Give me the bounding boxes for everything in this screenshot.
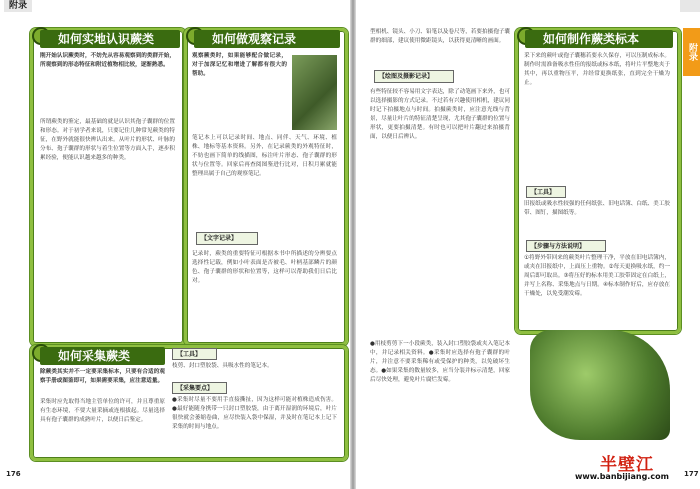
right-col1-text: 型相机、镜头、小刀、铅笔以及卷尺等，若要拍摄孢子囊群的细部，建议使用微距镜头，以获得更清晰的画面。 — [370, 29, 510, 44]
collect-notes-head: 【采集要点】 — [172, 382, 227, 394]
panel-identify-title: 如何实地认识蕨类 — [40, 30, 180, 48]
fern-photo — [292, 55, 337, 130]
collect-notes-text: ●采集时尽量不要用手直接撕扯，因为这样可能对植株造成伤害。●最好能随身携带一只封口塑胶袋，由于离开湿润的环境后，叶片很快就会萎缩卷曲，应尽快装入袋中保湿，并及时在笔记本上记下采集的时间与地点。 — [172, 397, 337, 430]
specimen-tools-head: 【工具】 — [526, 186, 566, 198]
right-col1-text2: 有些特征较不容易用文字表达，除了动笔画下来外，也可以选择摄影的方式记录。不过若有兴趣使用相机，建议同时记下拍摄地点与时间。拍摄蕨类时，应注意光线与背景，尽量让叶片的特征清楚呈现，尤其孢子囊群的位置与形状，更要拍摄清楚。有时也可以把叶片翻过来拍摄背面，以便日后辨认。 — [370, 89, 510, 140]
panel-identify-intro: 刚开始认识蕨类时，不妨先从容易观察到的类群开始，所观察到的形态特征和附近植物相比较，逐渐熟悉。 — [40, 53, 175, 68]
panel-collect-body: 采集时应先取得当地主管单位的许可，并且尊重原有生态环境，不要大量采摘或连根拔起。尽量选择具有孢子囊群的成熟叶片，以便日后鉴定。 — [40, 399, 165, 423]
panel-collect-intro: 除蕨类其实并不一定要采集标本，只要有合适的观察手册或图鉴即可，如果需要采集，应注意适量。 — [40, 369, 165, 384]
specimen-tools-text: 旧报纸或吸水性较强的任何纸张、旧电话簿、白纸、美工胶带、图钉，描图纸等。 — [524, 201, 670, 216]
brand-url: www.banbijiang.com — [575, 472, 669, 481]
collect-tools-text: 枝剪、封口塑胶袋、具吸水性的笔记本。 — [172, 363, 273, 369]
panel-specimen-title: 如何制作蕨类标本 — [525, 30, 673, 48]
right-col1-bottom: ●用枝剪剪下一小段蕨类，装入封口塑胶袋或夹入笔记本中，并记录相关资料。●采集时应选择有孢子囊群的叶片，并注意不要采集稀有或受保护的种类，以免破坏生态。●如果采集的数量较多，应当分装并标示清楚，回家后尽快处理，避免叶片腐烂发霉。 — [370, 341, 510, 383]
page-number-left: 176 — [6, 470, 21, 478]
panel-collect-title: 如何采集蕨类 — [40, 347, 165, 365]
specimen-steps-text: ①将野外带回来的蕨类叶片整理干净，平放在旧电话簿内，或夹在旧报纸中，上面压上重物。②每天更换吸水纸，约一周后即可取出。③将压好的标本用美工胶带固定在白纸上，并写上名称、采集地点与日期。④标本制作好后，应存放在干燥处，以免受潮发霉。 — [524, 255, 670, 297]
panel-observe-intro: 观察蕨类时，如果能够配合做记录，对于加深记忆和增进了解都有很大的帮助。 — [192, 53, 287, 77]
specimen-steps-head: 【步骤与方法说明】 — [526, 240, 606, 252]
brand-logo: 半壁江 — [600, 455, 654, 475]
observe-subhead: 【文字记录】 — [196, 232, 258, 245]
photo-record-subhead: 【绘图及摄影记录】 — [374, 70, 454, 83]
panel-observe-title: 如何做观察记录 — [194, 30, 340, 48]
panel-specimen-intro: 采下来的蕨叶或孢子囊穗若要永久保存，可以压制成标本。制作时需准备吸水性佳的报纸或标本纸，将叶片平整地夹于其中，再以重物压平，并经常更换纸张，直到完全干燥为止。 — [524, 53, 670, 86]
panel-identify-body: 所谓蕨类的鉴定，最基础的就是认识其孢子囊群的位置和形态。对于初学者来说，只要记住几种常见蕨类的特征，在野外就能很快辨认出来。从叶片的形状、叶脉的分布、孢子囊群的形状与着生位置等方面入手，逐步积累经验，便能认识越来越多的种类。 — [40, 119, 175, 161]
collect-tools-head: 【工具】 — [172, 348, 217, 360]
page-number-right: 177 — [684, 470, 699, 478]
panel-observe-body: 笔记本上可以记录时间、地点、同伴、天气、环境、植株、地标等基本资料。另外，在记录蕨类的外观特征时，不妨也画下简单的线描图，标注叶片形态、孢子囊群的形状与位置等。回家后再查阅图鉴进行比对，日积月累就能整理出属于自己的观察笔记。 — [192, 135, 337, 177]
section-tab-right — [680, 0, 700, 12]
book-gutter — [350, 0, 356, 489]
fern-specimen-image — [530, 330, 670, 440]
panel-observe-body2: 记录时，蕨类的重要特征可根据本书中所描述的分辨要点选择性记载，例如小叶表面是否被毛、叶柄基部鳞片的颜色、孢子囊群的形状和位置等，这样可以帮助我们日后比对。 — [192, 251, 337, 284]
appendix-side-tab: 附录 — [683, 28, 700, 76]
section-tab: 附录 — [4, 0, 32, 12]
